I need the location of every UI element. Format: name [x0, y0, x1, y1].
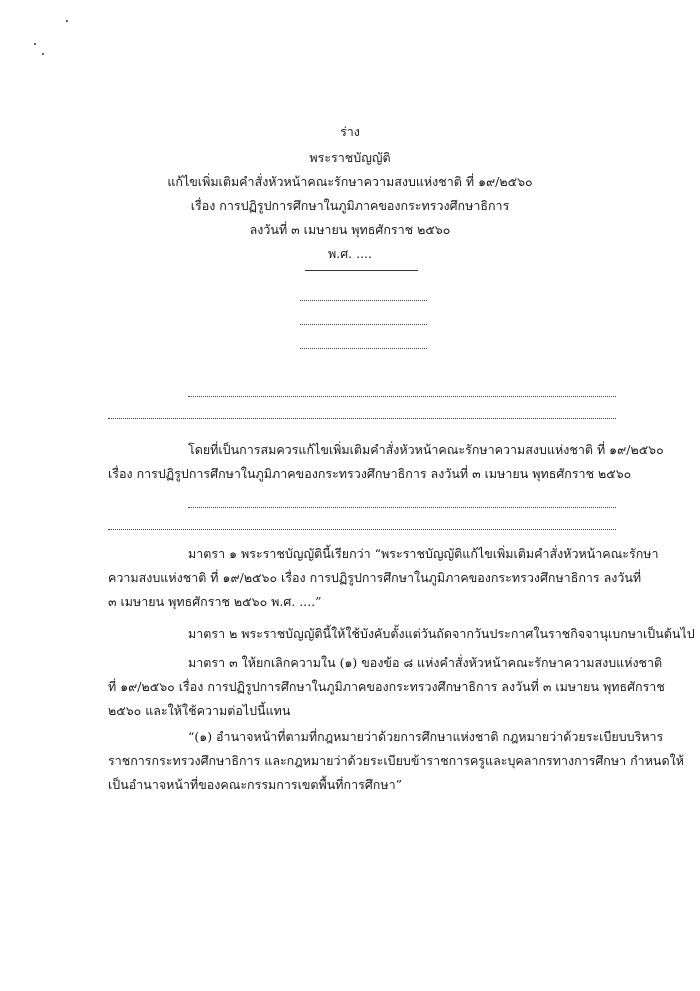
section-1-line-2: ความสงบแห่งชาติ ที่ ๑๙/๒๕๖๐ เรื่อง การปฏิรูปการศึกษาในภูมิภาคของกระทรวงศึกษาธิการ ลงวันที่: [108, 570, 642, 585]
act-title: พระราชบัญญัติ: [309, 150, 391, 165]
preamble-blank-line: [188, 507, 616, 508]
preamble-line-1: โดยที่เป็นการสมควรแก้ไขเพิ่มเติมคำสั่งหัวหน้าคณะรักษาความสงบแห่งชาติ ที่ ๑๙/๒๕๖๐: [188, 442, 664, 457]
section-1-line-3: ๓ เมษายน พุทธศักราช ๒๕๖๐ พ.ศ. ....”: [108, 594, 322, 609]
preamble-blank-line: [188, 396, 616, 397]
section-2-line-1: มาตรา ๒ พระราชบัญญัตินี้ให้ใช้บังคับตั้งแต่วันถัดจากวันประกาศในราชกิจจานุเบกษาเป็นต้นไป: [188, 626, 695, 641]
scan-speck: [42, 53, 44, 55]
act-subtitle-line-2: เรื่อง การปฏิรูปการศึกษาในภูมิภาคของกระทรวงศึกษาธิการ: [190, 198, 510, 213]
act-subtitle-line-1: แก้ไขเพิ่มเติมคำสั่งหัวหน้าคณะรักษาความสงบแห่งชาติ ที่ ๑๙/๒๕๖๐: [167, 174, 533, 189]
section-3-line-2: ที่ ๑๙/๒๕๖๐ เรื่อง การปฏิรูปการศึกษาในภูมิภาคของกระทรวงศึกษาธิการ ลงวันที่ ๓ เมษายน พุทธศักราช: [108, 679, 665, 694]
quote-line-2: ราชการกระทรวงศึกษาธิการ และกฎหมายว่าด้วยระเบียบข้าราชการครูและบุคลากรทางการศึกษา กำหนดให้: [108, 753, 684, 768]
enactment-blank-line: [300, 348, 427, 349]
preamble-blank-line: [108, 529, 616, 530]
section-3-line-3: ๒๕๖๐ และให้ใช้ความต่อไปนี้แทน: [108, 703, 291, 718]
quote-line-3: เป็นอำนาจหน้าที่ของคณะกรรมการเขตพื้นที่การศึกษา”: [108, 777, 402, 792]
header-divider: [305, 270, 418, 271]
preamble-line-2: เรื่อง การปฏิรูปการศึกษาในภูมิภาคของกระทรวงศึกษาธิการ ลงวันที่ ๓ เมษายน พุทธศักราช ๒๕๖๐: [108, 466, 632, 481]
scan-speck: [34, 43, 36, 45]
draft-label: ร่าง: [340, 124, 360, 139]
enactment-blank-line: [300, 324, 427, 325]
quote-line-1: “(๑) อำนาจหน้าที่ตามที่กฎหมายว่าด้วยการศึกษาแห่งชาติ กฎหมายว่าด้วยระเบียบบริหาร: [188, 729, 664, 744]
scan-speck: [66, 20, 68, 22]
act-subtitle-line-3: ลงวันที่ ๓ เมษายน พุทธศักราช ๒๕๖๐: [249, 222, 451, 237]
enactment-blank-line: [300, 300, 427, 301]
preamble-blank-line: [108, 418, 616, 419]
section-3-line-1: มาตรา ๓ ให้ยกเลิกความใน (๑) ของข้อ ๘ แห่งคำสั่งหัวหน้าคณะรักษาความสงบแห่งชาติ: [188, 655, 663, 670]
section-1-line-1: มาตรา ๑ พระราชบัญญัตินี้เรียกว่า “พระราชบัญญัติแก้ไขเพิ่มเติมคำสั่งหัวหน้าคณะรักษา: [188, 546, 659, 561]
act-year: พ.ศ. ....: [328, 246, 372, 261]
